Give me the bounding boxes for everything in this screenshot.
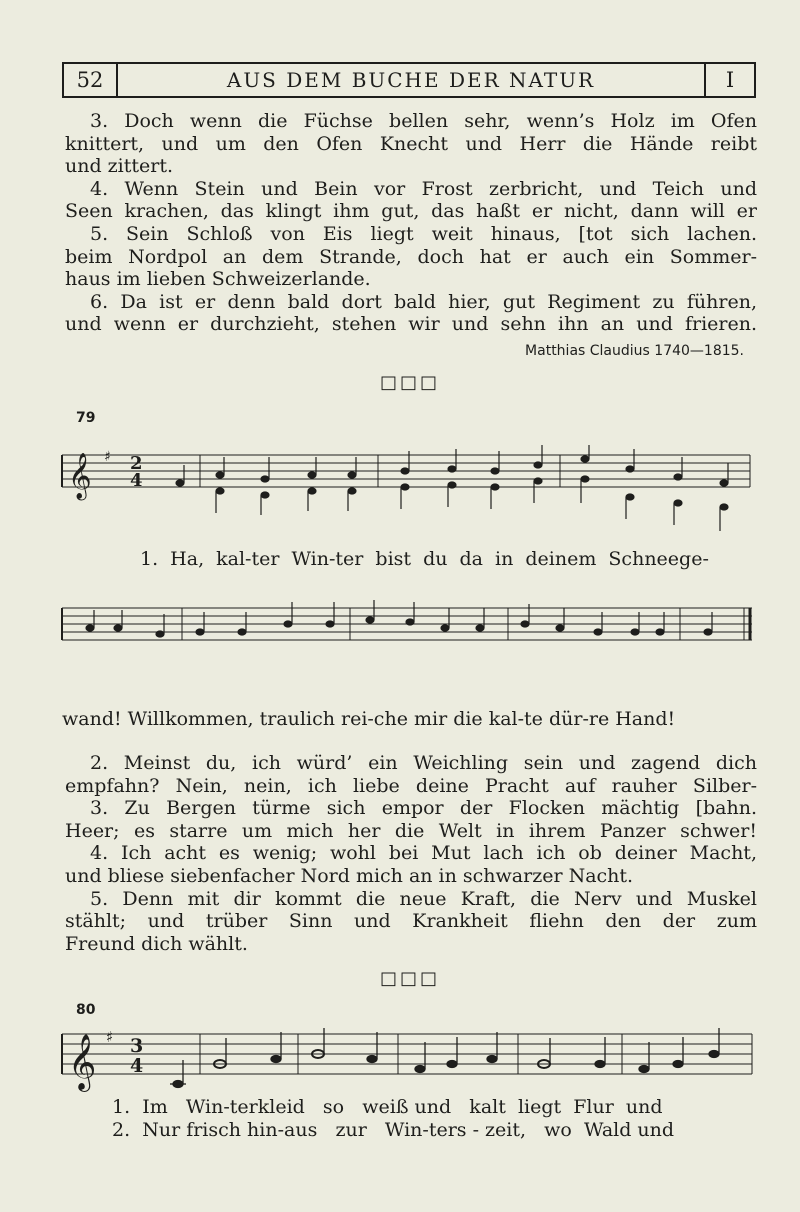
verse-line: 3. Doch wenn die Füchse bellen sehr, wenn’s Holz im Ofen [90, 110, 757, 132]
verse-line: 3. Zu Bergen türme sich empor der Flocken mächtig [bahn. [90, 797, 757, 820]
svg-text:𝄞: 𝄞 [68, 453, 92, 499]
verse-line: und bliese siebenfacher Nord mich an in schwarzer Nacht. [65, 864, 634, 887]
verse-line: und zittert. [65, 155, 174, 178]
verse-line: 2. Meinst du, ich würd’ ein Weichling sein und zagend dich [90, 752, 757, 774]
song80-lyrics-verse1: 1. Im Win-terkleid so weiß und kalt liegt Flur und [112, 1096, 663, 1118]
verse-line: Seen krachen, das klingt ihm gut, das haßt er nicht, dann will er [65, 200, 757, 223]
song-number: 79 [76, 410, 96, 426]
verse-line: Heer; es starre um mich her die Welt in ihrem Panzer schwer! [65, 819, 757, 842]
verse-line: empfahn? Nein, nein, ich liebe deine Pracht auf rauher Silber- [65, 774, 757, 797]
song80-lyrics-verse2: 2. Nur frisch hin-aus zur Win-ters - zeit, wo Wald und [112, 1119, 675, 1141]
verse-line: 5. Sein Schloß von Eis liegt weit hinaus, [tot sich lachen. [90, 222, 757, 245]
time-sig-bottom: 4 [130, 470, 143, 491]
verse-line: haus im lieben Schweizerlande. [65, 268, 371, 291]
attribution: Matthias Claudius 1740—1815. [525, 343, 744, 359]
verse-line: und wenn er durchzieht, stehen wir und sehn ihn an und frieren. [65, 313, 757, 336]
music-staff-79a [60, 445, 760, 545]
svg-text:♯: ♯ [106, 1028, 114, 1046]
section-ornament: □□□ [380, 968, 441, 989]
verse-line: beim Nordpol an dem Strande, doch hat er auch ein Sommer- [65, 245, 757, 268]
music-staff-79b [60, 598, 760, 698]
verse-line: 4. Wenn Stein und Bein vor Frost zerbricht, und Teich und [90, 177, 757, 200]
time-sig-top: 2 [130, 453, 143, 474]
page-header [62, 62, 756, 98]
time-sig-bottom: 4 [130, 1055, 144, 1077]
page-number: 52 [64, 64, 118, 96]
svg-text:𝄞: 𝄞 [68, 1034, 97, 1090]
running-title: AUS DEM BUCHE DER NATUR [226, 68, 596, 92]
song79-lyrics-line1: 1. Ha, kal-ter Win-ter bist du da in deinem Schneege- [140, 548, 709, 570]
verse-line: Freund dich wählt. [65, 932, 248, 955]
svg-text:♯: ♯ [104, 449, 111, 465]
verse-line: knittert, und um den Ofen Knecht und Herr die Hände reibt [65, 132, 757, 155]
time-sig-top: 3 [130, 1035, 144, 1057]
song79-lyrics-line2: wand! Willkommen, traulich rei-che mir die kal-te dür-re Hand! [62, 708, 676, 730]
verse-line: 5. Denn mit dir kommt die neue Kraft, die Nerv und Muskel [90, 887, 757, 910]
poem-verses-2 [65, 752, 757, 955]
verse-line: 6. Da ist er denn bald dort bald hier, gut Regiment zu führen, [90, 290, 757, 313]
verse-line: stählt; und trüber Sinn und Krankheit fliehn den der zum [65, 910, 757, 933]
poem-verses-1 [65, 110, 757, 336]
section-ornament: □□□ [380, 372, 441, 393]
verse-line: 4. Ich acht es wenig; wohl bei Mut lach ich ob deiner Macht, [90, 842, 757, 865]
section-number: I [704, 64, 754, 96]
song-number: 80 [76, 1002, 96, 1018]
music-staff-80 [60, 1020, 760, 1092]
